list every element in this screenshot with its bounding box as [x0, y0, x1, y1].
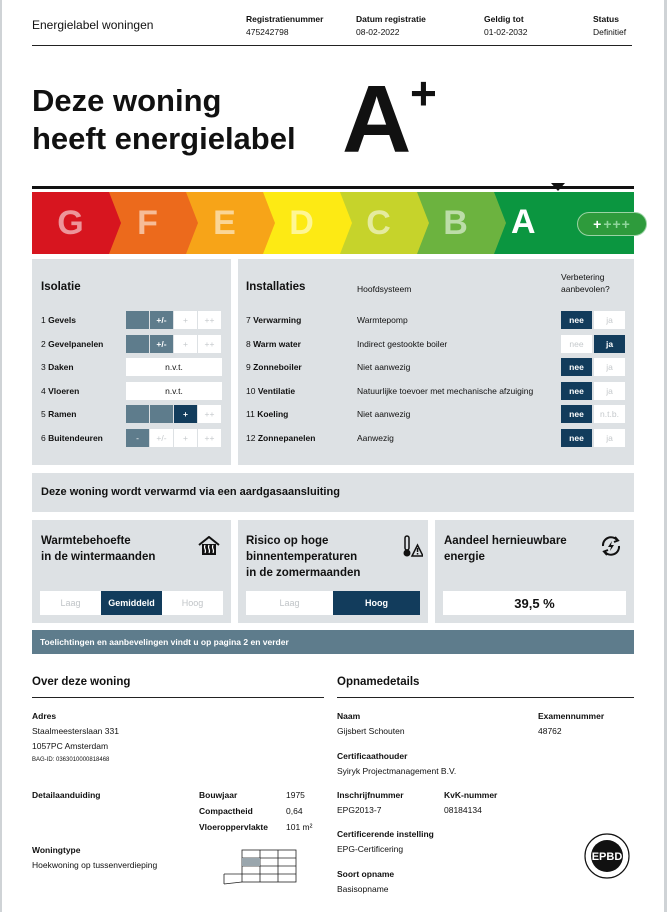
installatie-row-label	[246, 362, 302, 372]
risico-scale	[246, 591, 420, 615]
isolatie-title: Isolatie	[41, 281, 81, 293]
row-number: 5	[41, 409, 49, 419]
row-name: Verwarming	[253, 315, 302, 325]
installatie-row-label	[246, 315, 301, 325]
improvement-toggle	[561, 405, 627, 423]
risico-line1: Risico op hoge	[246, 535, 329, 547]
row-name: Koeling	[257, 409, 289, 419]
isolatie-rating-bar	[126, 311, 222, 329]
row-number: 4	[41, 386, 49, 396]
row-number: 7	[246, 315, 254, 325]
toggle-nee: nee	[561, 382, 592, 400]
status-value: Definitief	[593, 27, 627, 37]
improvement-toggle	[561, 358, 627, 376]
row-name: Gevels	[48, 315, 76, 325]
isolatie-rating-bar	[126, 405, 222, 423]
rating-cell: +	[174, 311, 197, 329]
explanation-note: Toelichtingen en aanbevelingen vindt u op pagina 2 en verder	[32, 630, 634, 654]
instelling-label: Certificerende instelling	[337, 829, 434, 839]
risico-title	[246, 533, 360, 581]
scale-segment-b: B	[417, 192, 494, 254]
isolatie-value-nvt: n.v.t.	[126, 382, 222, 400]
row-number: 2	[41, 339, 49, 349]
hernieuwbaar-line2: energie	[444, 551, 485, 563]
rating-cell: ++	[198, 311, 221, 329]
improvement-toggle	[561, 382, 627, 400]
row-name: Zonneboiler	[253, 362, 302, 372]
row-number: 8	[246, 339, 254, 349]
row-number: 10	[246, 386, 258, 396]
row-number: 3	[41, 362, 49, 372]
toggle-ja: ja	[594, 429, 625, 447]
opname-title: Opnamedetails	[337, 676, 420, 688]
col-verbetering: Verbetering	[561, 272, 605, 282]
compactheid-label: Compactheid	[199, 806, 253, 816]
woningtype-label: Woningtype	[32, 845, 81, 855]
registration-number-value: 475242798	[246, 27, 289, 37]
row-number: 12	[246, 433, 258, 443]
toggle-ja: ja	[594, 358, 625, 376]
kvk-label: KvK-nummer	[444, 790, 498, 800]
row-name: Ramen	[48, 409, 77, 419]
hernieuwbaar-line1: Aandeel hernieuwbare	[444, 535, 567, 547]
scale-arrow-c	[417, 192, 429, 254]
warmtebehoefte-line2: in de wintermaanden	[41, 551, 156, 563]
rating-cell	[150, 405, 173, 423]
bouwjaar-value: 1975	[286, 790, 305, 800]
installatie-system: Aanwezig	[357, 433, 394, 443]
row-number: 1	[41, 315, 49, 325]
isolatie-rating-bar	[126, 335, 222, 353]
toggle-ja: n.t.b.	[594, 405, 625, 423]
scale-segment-c: C	[340, 192, 417, 254]
scale-active-letter: A	[511, 203, 536, 241]
row-name: Zonnepanelen	[257, 433, 316, 443]
instelling-value: EPG-Certificering	[337, 844, 404, 854]
hernieuwbaar-value: 39,5 %	[443, 591, 626, 615]
isolatie-row-label	[41, 409, 76, 419]
scale-segment-e: E	[186, 192, 263, 254]
improvement-toggle	[561, 429, 627, 447]
scale-arrow-f	[186, 192, 198, 254]
installatie-row-label	[246, 339, 301, 349]
scale-arrow-e	[263, 192, 275, 254]
installatie-system: Natuurlijke toevoer met mechanische afzuiging	[357, 386, 534, 396]
scale-arrow-g	[109, 192, 121, 254]
page-edge-left	[0, 0, 2, 912]
isolatie-rating-bar	[126, 429, 222, 447]
heating-text: Deze woning wordt verwarmd via een aardgasaansluiting	[41, 486, 340, 498]
status	[593, 14, 626, 37]
row-number: 9	[246, 362, 254, 372]
improvement-toggle	[561, 335, 627, 353]
toggle-ja: ja	[594, 335, 625, 353]
toggle-nee: nee	[561, 429, 592, 447]
plus-off: +++	[603, 216, 631, 232]
detail-label: Detailaanduiding	[32, 790, 101, 800]
over-title: Over deze woning	[32, 676, 131, 688]
energy-label-scale	[32, 186, 634, 252]
house-heat-icon	[198, 536, 220, 556]
isolatie-row-label	[41, 386, 79, 396]
installatie-row-label	[246, 433, 315, 443]
woningtype-value: Hoekwoning op tussenverdieping	[32, 860, 158, 870]
col-aanbevolen: aanbevolen?	[561, 284, 610, 294]
warmtebehoefte-panel	[32, 520, 231, 623]
toggle-nee: nee	[561, 311, 592, 329]
row-name: Ventilatie	[257, 386, 296, 396]
installatie-row-label	[246, 386, 295, 396]
bouwjaar-label: Bouwjaar	[199, 790, 238, 800]
header	[32, 0, 632, 46]
row-name: Daken	[48, 362, 74, 372]
opname-divider	[337, 697, 634, 698]
installatie-row-label	[246, 409, 288, 419]
option-laag: Laag	[40, 591, 101, 615]
risico-panel	[238, 520, 428, 623]
risico-line2: binnentemperaturen	[246, 551, 358, 563]
valid-until	[484, 14, 527, 37]
page-title	[32, 82, 332, 158]
building-type-icon	[222, 846, 298, 886]
scale-segment-d: D	[263, 192, 340, 254]
soort-value: Basisopname	[337, 884, 389, 894]
plus-indicator	[577, 212, 647, 236]
scale-segment-f: F	[109, 192, 186, 254]
toggle-ja: ja	[594, 311, 625, 329]
installatie-system: Niet aanwezig	[357, 409, 411, 419]
isolatie-row-label	[41, 339, 103, 349]
examen-value: 48762	[538, 726, 562, 736]
row-number: 11	[246, 409, 258, 419]
compactheid-value: 0,64	[286, 806, 303, 816]
row-name: Vloeren	[48, 386, 80, 396]
col-hoofdsysteem: Hoofdsysteem	[357, 284, 412, 294]
page-title-line2: heeft energielabel	[32, 121, 296, 156]
warmtebehoefte-title	[41, 533, 155, 565]
valid-until-label: Geldig tot	[484, 14, 524, 24]
row-name: Warm water	[253, 339, 301, 349]
scale-arrow-d	[340, 192, 352, 254]
document-title: Energielabel woningen	[32, 18, 154, 32]
kvk-value: 08184134	[444, 805, 482, 815]
rating-cell	[126, 311, 149, 329]
epbd-logo-icon	[583, 832, 631, 880]
valid-until-value: 01-02-2032	[484, 27, 528, 37]
naam-label: Naam	[337, 711, 361, 721]
risico-line3: in de zomermaanden	[246, 567, 361, 579]
rating-cell: +	[174, 405, 197, 423]
rating-cell: ++	[198, 405, 221, 423]
warmtebehoefte-scale	[40, 591, 223, 615]
toggle-nee: nee	[561, 335, 592, 353]
registration-number	[246, 14, 323, 37]
heating-banner	[32, 473, 634, 512]
scale-segment-g: G	[32, 192, 109, 254]
improvement-toggle	[561, 311, 627, 329]
rating-cell: +	[174, 335, 197, 353]
over-divider	[32, 697, 324, 698]
epbd-logo-text: EPBD	[591, 851, 623, 863]
installatie-system: Niet aanwezig	[357, 362, 411, 372]
rating-cell: +/-	[150, 429, 173, 447]
scale-arrow-b	[494, 192, 506, 254]
installatie-system: Indirect gestookte boiler	[357, 339, 448, 349]
rating-cell: ++	[198, 335, 221, 353]
vloer-value: 101 m²	[286, 822, 313, 832]
hernieuwbaar-title	[444, 533, 567, 565]
toggle-nee: nee	[561, 405, 592, 423]
toggle-ja: ja	[594, 382, 625, 400]
vloer-label: Vloeroppervlakte	[199, 822, 268, 832]
bag-id: BAG-ID: 0363010000818468	[32, 757, 110, 763]
inschrijf-label: Inschrijfnummer	[337, 790, 404, 800]
rating-cell: +	[174, 429, 197, 447]
rating-cell: +/-	[150, 311, 173, 329]
thermometer-warning-icon	[401, 534, 423, 558]
rating-cell	[126, 405, 149, 423]
renewable-energy-icon	[599, 534, 623, 558]
toggle-nee: nee	[561, 358, 592, 376]
installaties-panel	[238, 259, 634, 465]
energy-label-plus: +	[410, 67, 437, 119]
option-hoog: Hoog	[333, 591, 420, 615]
address-line1: Staalmeesterslaan 331	[32, 726, 119, 736]
examen-label: Examennummer	[538, 711, 605, 721]
isolatie-value-nvt: n.v.t.	[126, 358, 222, 376]
address-label: Adres	[32, 711, 57, 721]
rating-cell: +/-	[150, 335, 173, 353]
plus-on: +	[593, 216, 603, 232]
rating-cell: -	[126, 429, 149, 447]
row-number: 6	[41, 433, 49, 443]
installaties-title: Installaties	[246, 281, 306, 293]
registration-number-label: Registratienummer	[246, 14, 324, 24]
option-hoog: Hoog	[162, 591, 223, 615]
cert-label: Certificaathouder	[337, 751, 408, 761]
isolatie-panel	[32, 259, 231, 465]
registration-date-value: 08-02-2022	[356, 27, 400, 37]
rating-cell: ++	[198, 429, 221, 447]
naam-value: Gijsbert Schouten	[337, 726, 405, 736]
registration-date-label: Datum registratie	[356, 14, 426, 24]
energy-label-big: A	[342, 66, 410, 173]
hernieuwbaar-panel	[435, 520, 634, 623]
inschrijf-value: EPG2013-7	[337, 805, 382, 815]
installatie-system: Warmtepomp	[357, 315, 408, 325]
isolatie-row-label	[41, 362, 74, 372]
cert-value: Syiryk Projectmanagement B.V.	[337, 766, 457, 776]
isolatie-row-label	[41, 315, 76, 325]
rating-cell	[126, 335, 149, 353]
isolatie-row-label	[41, 433, 103, 443]
warmtebehoefte-line1: Warmtebehoefte	[41, 535, 131, 547]
soort-label: Soort opname	[337, 869, 395, 879]
status-label: Status	[593, 14, 619, 24]
address-line2: 1057PC Amsterdam	[32, 741, 109, 751]
page-title-line1: Deze woning	[32, 83, 222, 118]
registration-date	[356, 14, 426, 37]
option-laag: Laag	[246, 591, 333, 615]
option-gemiddeld: Gemiddeld	[101, 591, 162, 615]
row-name: Buitendeuren	[48, 433, 103, 443]
row-name: Gevelpanelen	[48, 339, 104, 349]
